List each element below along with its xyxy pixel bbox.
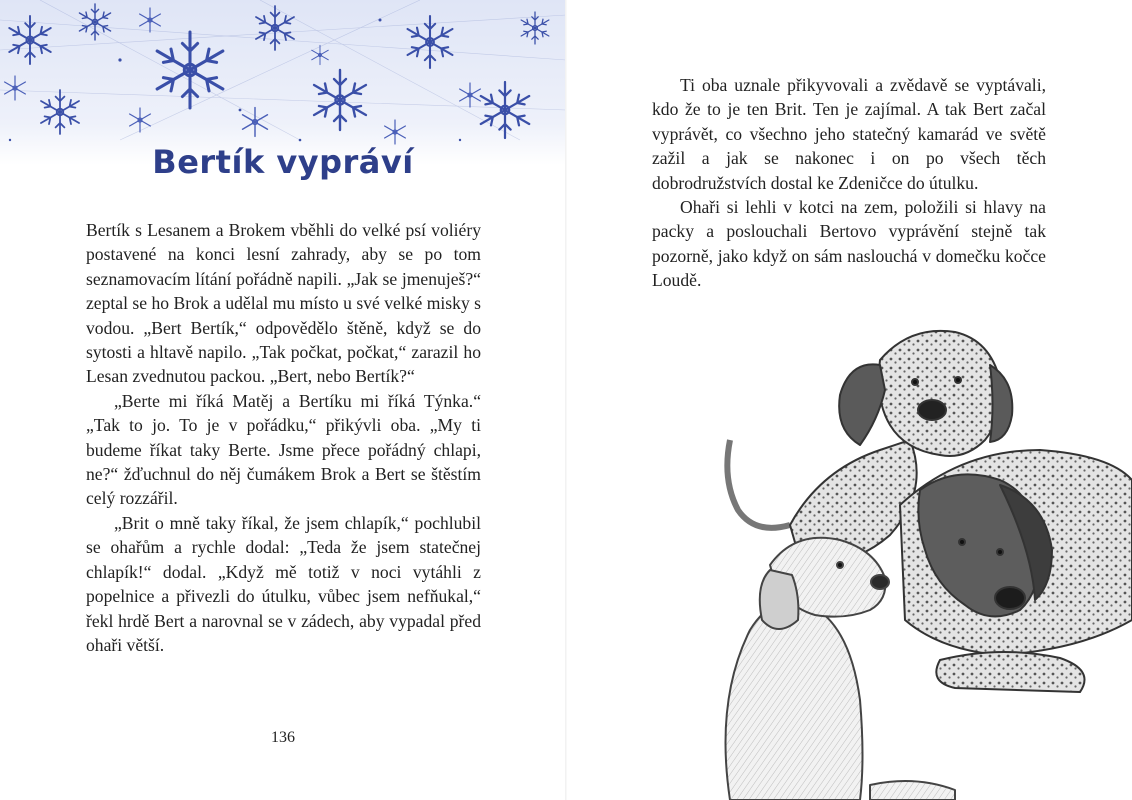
chapter-title: Bertík vypráví	[152, 143, 414, 181]
paragraph: Ti oba uznale přikyvovali a zvědavě se vyptávali, kdo že to je ten Brit. Ten je zajímal. A tak Bert začal vyprávět, co všechno jeho statečný kamarád ve světě zažil a jak se nakonec i on po všech těch dobrodružstvích dostal ke Zdeničce do útulku.	[652, 75, 1046, 193]
lying-dog	[900, 450, 1132, 692]
snowflakes-banner	[0, 0, 566, 165]
paragraph: Ohaři si lehli v kotci na zem, položili si hlavy na packy a poslouchali Bertovo vyprávění stejně tak pozorně, jako když on sám naslouchá v domečku kočce Loudě.	[652, 197, 1046, 291]
paragraph: „Berte mi říká Matěj a Bertíku mi říká Týnka.“ „Tak to jo. To je v pořádku,“ přikývli oba. „My ti budeme říkat taky Berte. Jsme přece pořádný chlapi, ne?“ žďuchnul do něj čumákem Brok a Bert se štěstím celý rozzářil.	[86, 390, 481, 509]
paragraph: Bertík s Lesanem a Brokem vběhli do velké psí voliéry postavené na konci lesní zahrady, aby se po tom seznamovacím lítání pořádně napili. „Jak se jmenuješ?“ zeptal se ho Brok a udělal mu místo u své velké misky s vodou. „Bert Bertík,“ odpovědělo štěně, když se do sytosti a hltavě napilo. „Tak počkat, počkat,“ zarazil ho Lesan zvednutou packou. „Bert, nebo Bertík?“	[86, 220, 481, 387]
left-page-text	[86, 218, 481, 657]
paragraph: „Brit o mně taky říkal, že jsem chlapík,“ pochlubil se ohařům a rychle dodal: „Teda že jsem statečnej chlapík!“ dodal. „Když mě totiž v noci vytáhli z popelnice a přivezli do útulku, vůbec jsem nefňukal,“ řekl hrdě Bert a narovnal se v zádech, aby vypadal před ohaři větší.	[86, 512, 481, 655]
page-number: 136	[271, 729, 295, 746]
dogs-illustration	[700, 320, 1132, 800]
right-page-text	[652, 73, 1046, 293]
